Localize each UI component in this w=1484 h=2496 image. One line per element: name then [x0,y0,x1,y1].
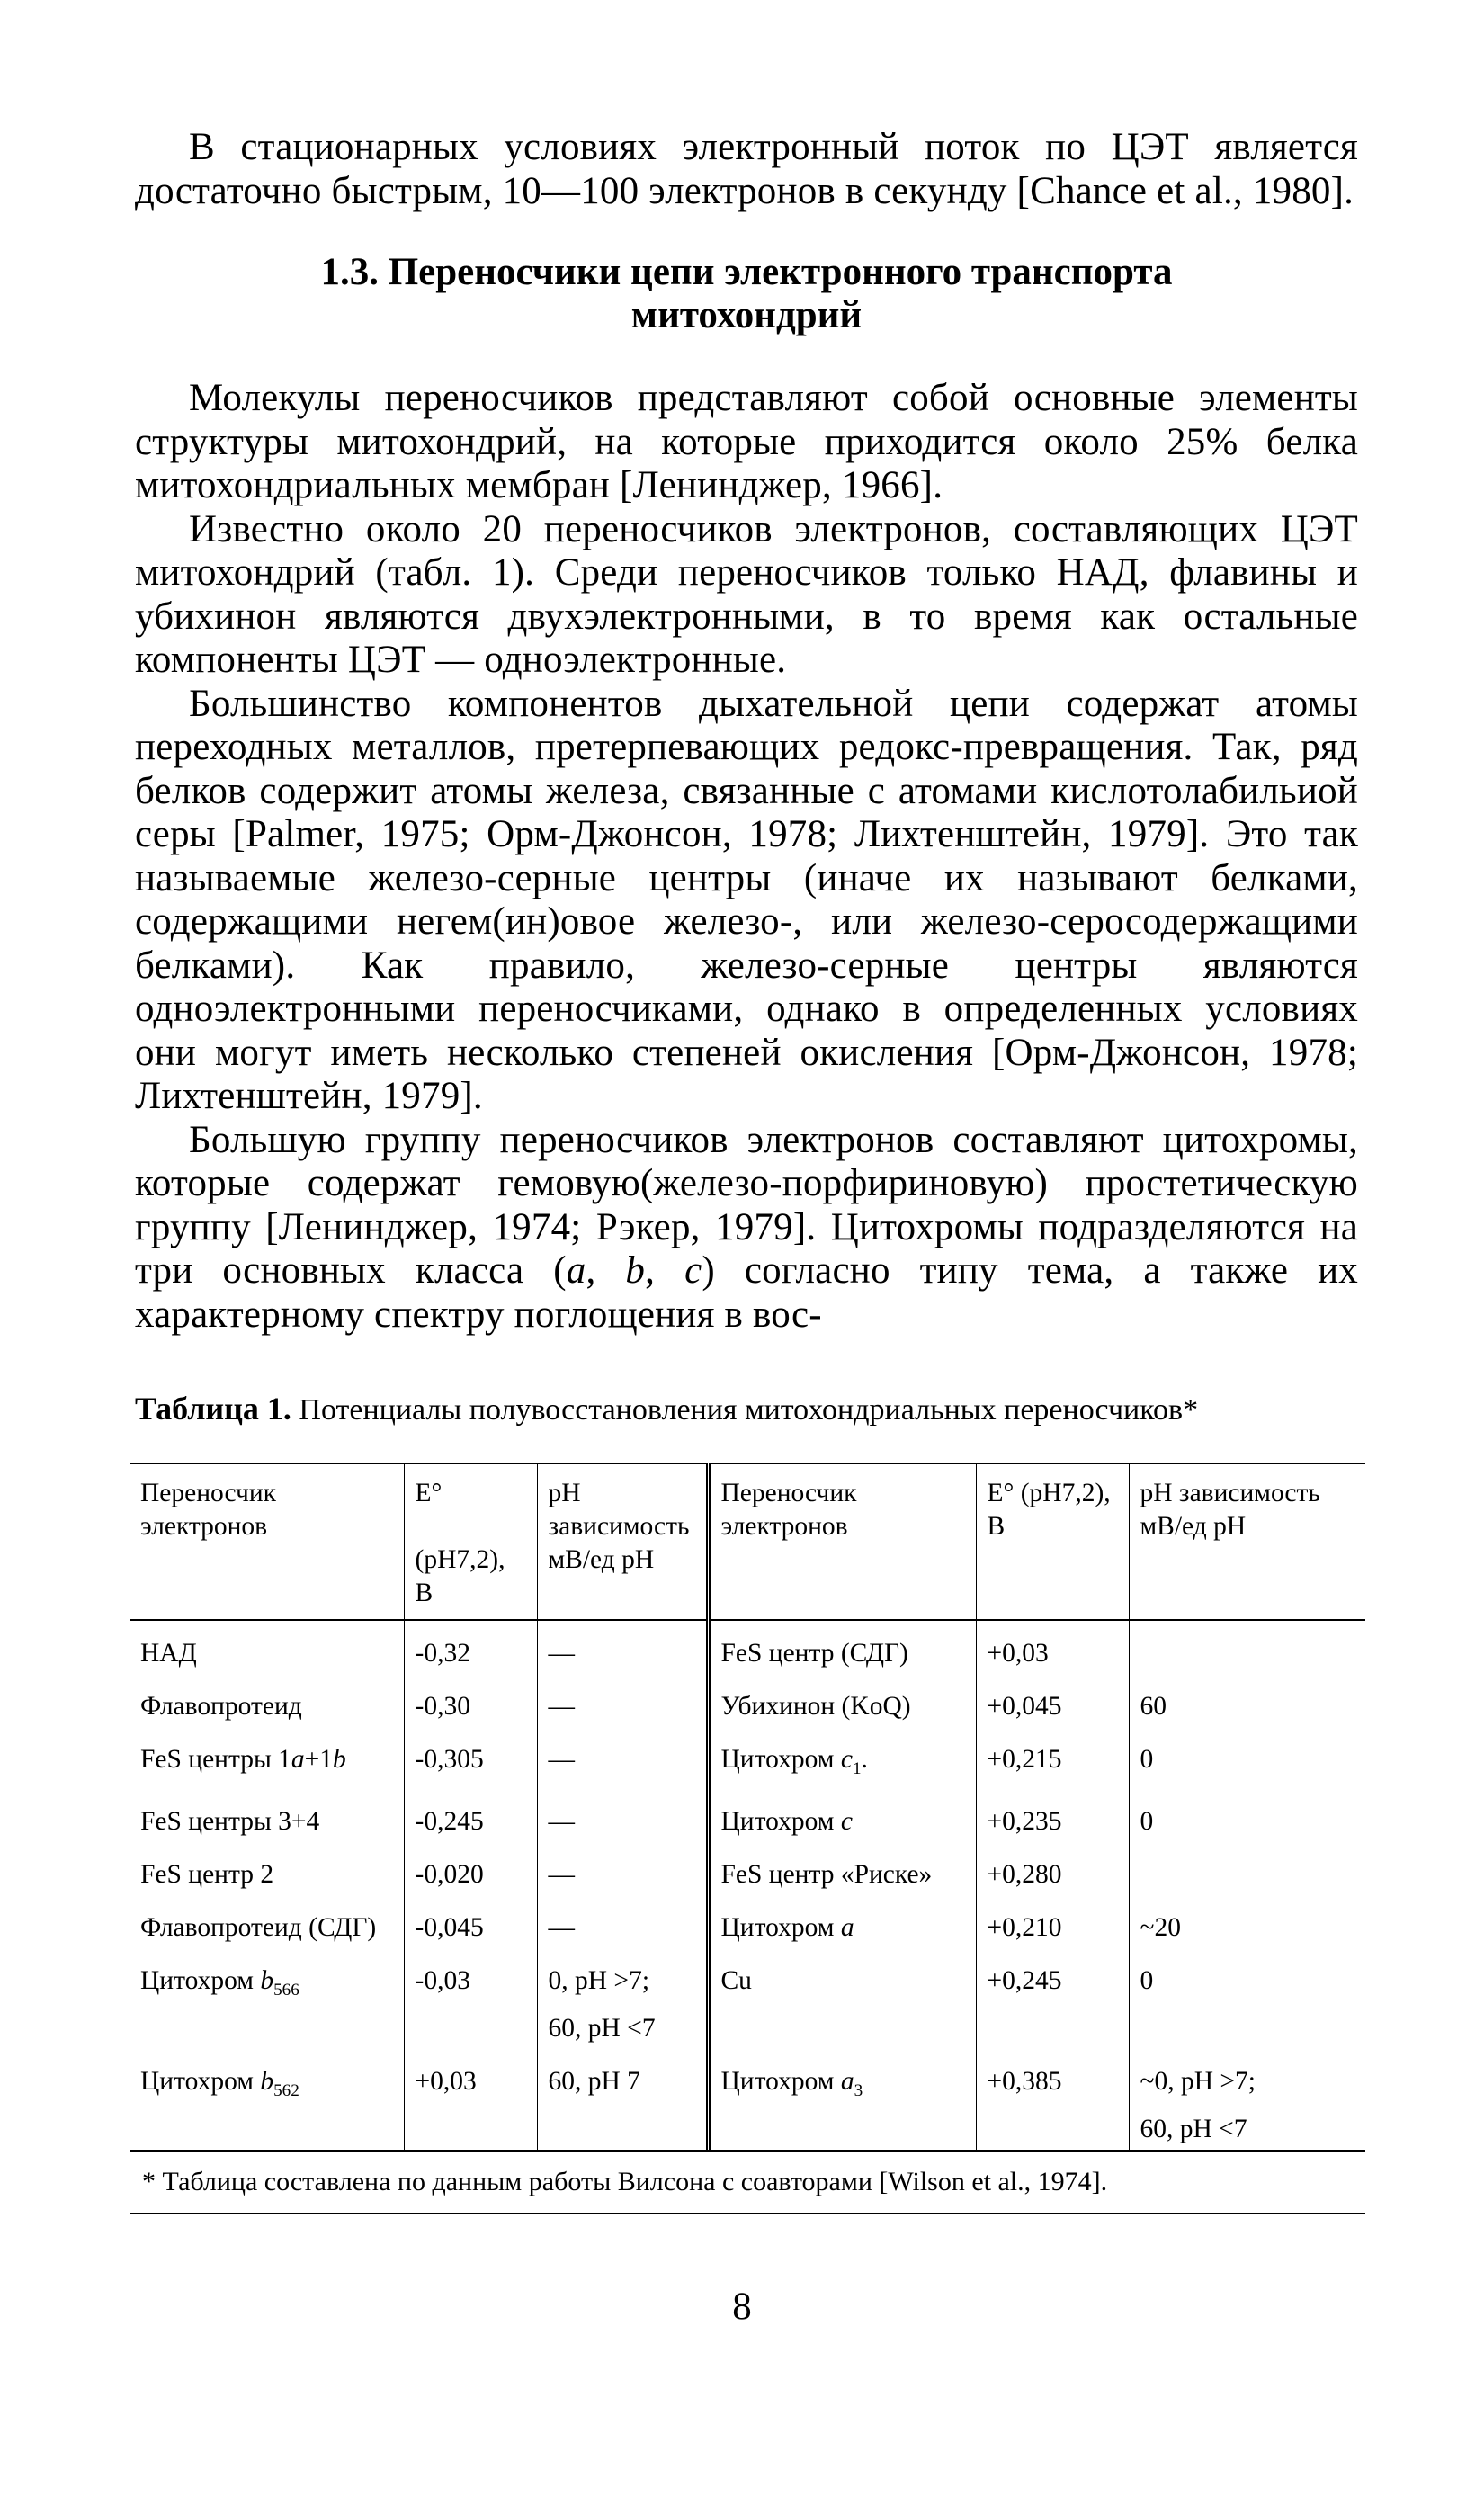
paragraph-2: Известно около 20 переносчиков электронов, составляющих ЦЭТ митохондрий (табл. 1). Среди переносчиков только НАД, флавины и убихинон являются двухэлектронными, в то время как остальные компоненты ЦЭТ — одноэлектронные. [135,507,1358,681]
carrier-cell-2: Цитохром c [708,1789,976,1842]
carrier-cell-2: Цитохром $a_3$ [708,2049,976,2111]
ph-cell: 60, pH 7 [537,2049,708,2111]
ph-cell-2: 60 [1129,1674,1365,1727]
paragraph-4: Большую группу переносчиков электронов составляют цитохромы, которые содержат гемовую(железо-порфириновую) простетическую группу [Ленинджер, 1974; Рэкер, 1979]. Цитохромы подразделяются на три основных класса (a, b, c) согласно типу тема, а также их характерному спектру поглощения в вос- [135,1118,1358,1336]
header-carrier: Переносчик электронов [130,1463,404,1620]
ph-cell: — [537,1842,708,1895]
ph-cell-2 [1129,1620,1365,1674]
header-e0: E° (pH7,2), В [404,1463,537,1620]
ph-cell: — [537,1674,708,1727]
ph-cell-2 [1129,1842,1365,1895]
carrier-cell [130,2010,404,2049]
table-row [130,1674,1365,1727]
carriers-table [130,1463,1365,2150]
header-ph-2: pH зависимость мВ/ед pH [1129,1463,1365,1620]
ph-cell: — [537,1789,708,1842]
ph-cell: 60, pH <7 [537,2010,708,2049]
ph-cell: — [537,1727,708,1789]
table-row [130,1620,1365,1674]
e0-cell [404,2010,537,2049]
e0-cell-2: +0,210 [976,1895,1129,1948]
e0-cell: +0,03 [404,2049,537,2111]
carrier-cell-2: Цитохром $c_1$. [708,1727,976,1789]
carrier-cell-2: Cu [708,1948,976,2010]
ph-cell: — [537,1620,708,1674]
e0-cell-2: +0,03 [976,1620,1129,1674]
e0-cell: -0,305 [404,1727,537,1789]
e0-cell-2: +0,235 [976,1789,1129,1842]
ph-cell: — [537,1895,708,1948]
table-row [130,1948,1365,2010]
ph-cell-2 [1129,2010,1365,2049]
page-number: 8 [732,2286,752,2328]
carrier-cell-2 [708,2111,976,2150]
ph-cell-2: ~20 [1129,1895,1365,1948]
carrier-cell-2: FeS центр «Риске» [708,1842,976,1895]
table-row [130,1789,1365,1842]
ph-cell [537,2111,708,2150]
table-row [130,1895,1365,1948]
header-e0-2: E° (pH7,2), В [976,1463,1129,1620]
table-row [130,1842,1365,1895]
table-footnote: * Таблица составлена по данным работы Вилсона с соавторами [Wilson et al., 1974]. [130,2150,1365,2214]
carrier-cell: Флавопротеид [140,1692,302,1721]
e0-cell-2: +0,245 [976,1948,1129,2010]
carrier-cell: Флавопротеид (СДГ) [140,1912,377,1942]
table-row [130,2111,1365,2150]
e0-cell-2: +0,045 [976,1674,1129,1727]
table-row [130,2010,1365,2049]
e0-cell: -0,020 [404,1842,537,1895]
section-title-line2: митохондрий [630,294,863,336]
table-caption [135,1391,1358,1428]
carrier-cell: Цитохром $b_{566}$ [140,1965,299,1999]
ph-cell-2: 0 [1129,1789,1365,1842]
paragraph-3: Большинство компонентов дыхательной цепи содержат атомы переходных металлов, претерпевающих редокс-превращения. Так, ряд белков содержит атомы железа, связанные с атомами кислотолабильиой серы [Palmer, 1975; Орм-Джонсон, 1978; Лихтенштейн, 1979]. Это так называемые железо-серные центры (иначе их называют белками, содержащими негем(ин)овое железо-, или железо-серосодержащими белками). Как правило, железо-серные центры являются одноэлектронными переносчиками, однако в определенных условиях они могут иметь несколько степеней окисления [Орм-Джонсон, 1978; Лихтенштейн, 1979]. [135,682,1358,1117]
ph-cell-2: ~0, pH >7; [1129,2049,1365,2111]
ph-cell: 0, pH >7; [537,1948,708,2010]
carrier-cell: НАД [140,1639,197,1668]
carrier-cell: FeS центры 1a+1b [140,1745,346,1774]
carrier-cell-2 [708,2010,976,2049]
paragraph-intro: В стационарных условиях электронный поток по ЦЭТ является достаточно быстрым, 10—100 электронов в секунду [Chance et al., 1980]. [135,126,1358,212]
ph-cell-2: 0 [1129,1727,1365,1789]
table-caption-text: Потенциалы полувосстановления митохондриальных переносчиков* [291,1393,1199,1427]
e0-cell: -0,30 [404,1674,537,1727]
section-heading [135,251,1358,337]
e0-cell: -0,245 [404,1789,537,1842]
e0-cell-2: +0,385 [976,2049,1129,2111]
e0-cell [404,2111,537,2150]
carrier-cell: FeS центры 3+4 [140,1806,320,1836]
ph-cell-2: 0 [1129,1948,1365,2010]
carrier-cell: FeS центр 2 [140,1859,274,1889]
e0-cell-2: +0,280 [976,1842,1129,1895]
table-header-row [130,1463,1365,1620]
e0-cell-2: +0,215 [976,1727,1129,1789]
table-row [130,1727,1365,1789]
carrier-cell-2: FeS центр (СДГ) [708,1620,976,1674]
e0-cell: -0,045 [404,1895,537,1948]
header-carrier-2: Переносчик электронов [708,1463,976,1620]
header-ph: pH зависимость мВ/ед pH [537,1463,708,1620]
ph-cell-2: 60, pH <7 [1129,2111,1365,2150]
carrier-cell: Цитохром $b_{562}$ [140,2066,299,2100]
e0-cell-2 [976,2010,1129,2049]
document-page [135,126,1358,2214]
carrier-cell-2: Убихинон (KoQ) [708,1674,976,1727]
section-title-line1: 1.3. Переносчики цепи электронного транспорта [320,251,1173,293]
e0-cell: -0,03 [404,1948,537,2010]
paragraph-1: Молекулы переносчиков представляют собой основные элементы структуры митохондрий, на которые приходится около 25% белка митохондриальных мембран [Ленинджер, 1966]. [135,377,1358,506]
e0-cell: -0,32 [404,1620,537,1674]
table-row [130,2049,1365,2111]
carrier-cell [130,2111,404,2150]
e0-cell-2 [976,2111,1129,2150]
table-caption-label: Таблица 1. [135,1391,291,1427]
carrier-cell-2: Цитохром a [708,1895,976,1948]
